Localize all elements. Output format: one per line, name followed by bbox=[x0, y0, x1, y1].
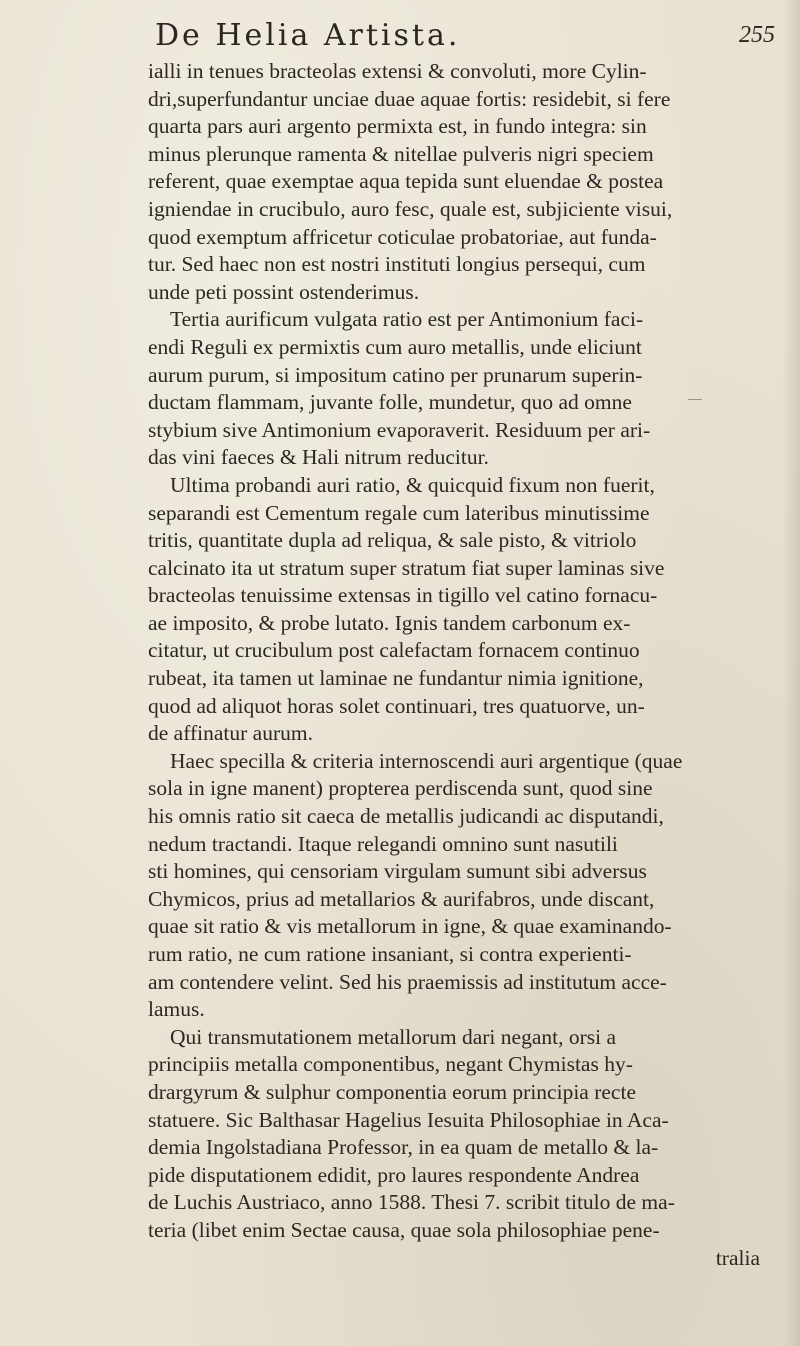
text-line: sola in igne manent) propterea perdiscenda sunt, quod sine bbox=[148, 776, 653, 801]
paragraph-start-line: Ultima probandi auri ratio, & quicquid fixum non fuerit, bbox=[170, 472, 655, 497]
paragraph-start-line: Tertia aurificum vulgata ratio est per Antimonium faci- bbox=[170, 307, 644, 332]
text-line: nedum tractandi. Itaque relegandi omnino sunt nasutili bbox=[148, 831, 618, 856]
text-line: teria (libet enim Sectae causa, quae sola philosophiae pene- bbox=[148, 1217, 660, 1242]
text-line: drargyrum & sulphur componentia eorum principia recte bbox=[148, 1079, 636, 1104]
text-line: bracteolas tenuissime extensas in tigillo vel catino fornacu- bbox=[148, 583, 658, 608]
text-line: his omnis ratio sit caeca de metallis judicandi ac disputandi, bbox=[148, 804, 664, 829]
text-line: calcinato ita ut stratum super stratum fiat super laminas sive bbox=[148, 555, 665, 580]
text-line: Chymicos, prius ad metallarios & aurifabros, unde discant, bbox=[148, 886, 655, 911]
text-line: dri,superfundantur unciae duae aquae fortis: residebit, si fere bbox=[148, 86, 671, 111]
text-line: separandi est Cementum regale cum lateribus minutissime bbox=[148, 500, 650, 525]
text-line: stybium sive Antimonium evaporaverit. Residuum per ari- bbox=[148, 417, 651, 442]
text-line: statuere. Sic Balthasar Hagelius Iesuita Philosophiae in Aca- bbox=[148, 1107, 669, 1132]
text-line: sti homines, qui censoriam virgulam sumunt sibi adversus bbox=[148, 859, 647, 884]
text-line: rubeat, ita tamen ut laminae ne fundantur nimia ignitione, bbox=[148, 666, 644, 691]
body-text bbox=[148, 58, 788, 1272]
text-line: das vini faeces & Hali nitrum reducitur. bbox=[148, 445, 489, 470]
paragraph-start-line: Qui transmutationem metallorum dari negant, orsi a bbox=[170, 1024, 617, 1049]
text-line: referent, quae exemptae aqua tepida sunt eluendae & postea bbox=[148, 169, 664, 194]
text-line: quae sit ratio & vis metallorum in igne, & quae examinando- bbox=[148, 914, 672, 939]
text-line: quarta pars auri argento permixta est, in fundo integra: sin bbox=[148, 114, 647, 139]
catchword: tralia bbox=[715, 1245, 760, 1270]
pencil-mark bbox=[688, 399, 702, 400]
text-line: tur. Sed haec non est nostri instituti longius persequi, cum bbox=[148, 252, 646, 277]
text-line: quod exemptum affricetur coticulae probatoriae, aut funda- bbox=[148, 224, 657, 249]
text-line: tritis, quantitate dupla ad reliqua, & sale pisto, & vitriolo bbox=[148, 528, 637, 553]
text-line: citatur, ut crucibulum post calefactam fornacem continuo bbox=[148, 638, 640, 663]
page-number: 255 bbox=[739, 22, 775, 48]
running-head bbox=[155, 18, 775, 58]
text-line: de Luchis Austriaco, anno 1588. Thesi 7. scribit titulo de ma- bbox=[148, 1190, 675, 1215]
text-line: pide disputationem edidit, pro laures respondente Andrea bbox=[148, 1162, 640, 1187]
text-line: minus plerunque ramenta & nitellae pulveris nigri speciem bbox=[148, 141, 654, 166]
paragraph-start-line: Haec specilla & criteria internoscendi auri argentique (quae bbox=[170, 748, 683, 773]
text-line: de affinatur aurum. bbox=[148, 721, 313, 746]
page-edge-shadow bbox=[782, 0, 800, 1346]
text-line: quod ad aliquot horas solet continuari, tres quatuorve, un- bbox=[148, 693, 645, 718]
text-line: demia Ingolstadiana Professor, in ea quam de metallo & la- bbox=[148, 1135, 659, 1160]
text-line: ialli in tenues bracteolas extensi & convoluti, more Cylin- bbox=[148, 59, 647, 83]
text-line: igniendae in crucibulo, auro fesc, quale est, subjiciente visui, bbox=[148, 196, 673, 221]
running-title: De Helia Artista. bbox=[155, 18, 461, 53]
text-line: am contendere velint. Sed his praemissis ad institutum acce- bbox=[148, 969, 667, 994]
text-line: lamus. bbox=[148, 997, 205, 1022]
text-line: ae imposito, & probe lutato. Ignis tandem carbonum ex- bbox=[148, 610, 631, 635]
text-line: unde peti possint ostenderimus. bbox=[148, 279, 420, 304]
text-line: ductam flammam, juvante folle, mundetur, quo ad omne bbox=[148, 390, 632, 415]
text-line: principiis metalla componentibus, negant Chymistas hy- bbox=[148, 1052, 633, 1077]
text-line: endi Reguli ex permixtis cum auro metallis, unde eliciunt bbox=[148, 334, 642, 359]
text-line: rum ratio, ne cum ratione insaniant, si contra experienti- bbox=[148, 942, 632, 966]
text-line: aurum purum, si impositum catino per prunarum superin- bbox=[148, 362, 643, 387]
